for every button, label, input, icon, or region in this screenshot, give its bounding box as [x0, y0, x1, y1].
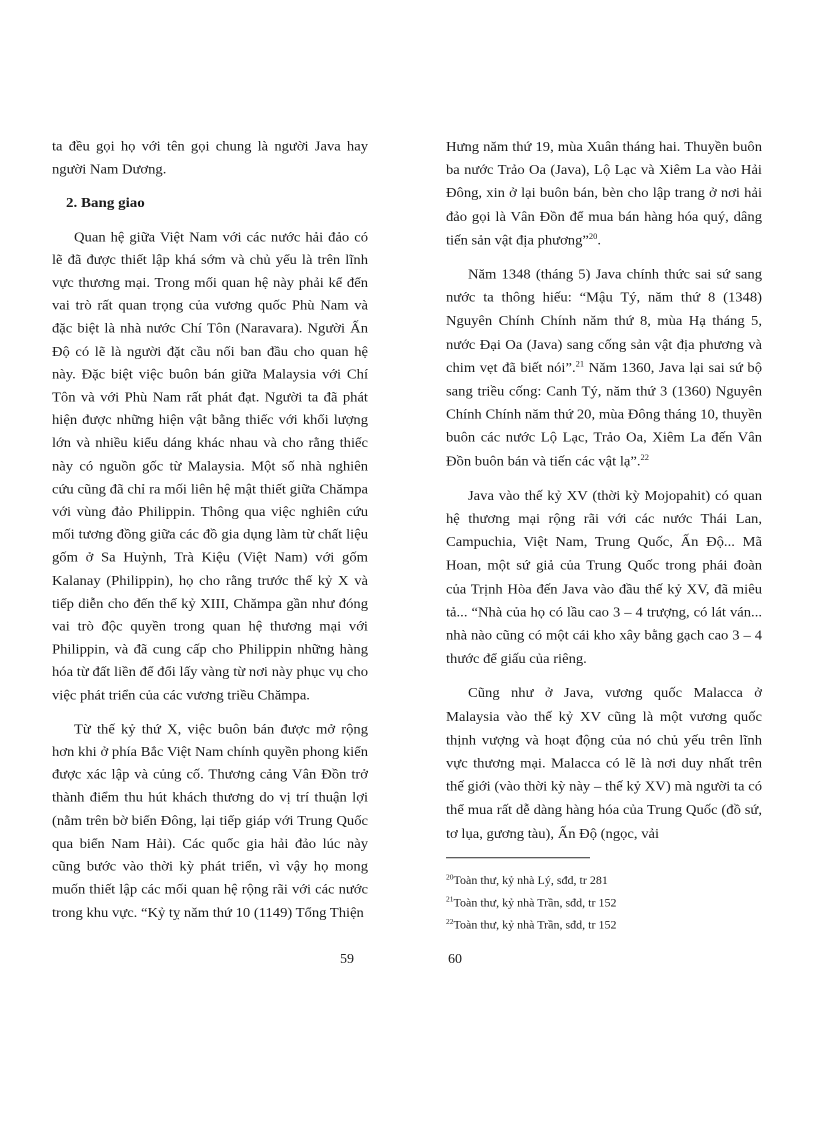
footnote-text: Toàn thư, kỷ nhà Lý, sđd, tr 281: [453, 873, 608, 887]
footnote-number: 21: [446, 895, 454, 904]
right-intro-end: .: [597, 233, 602, 248]
left-paragraph-2: Từ thế kỷ thứ X, việc buôn bán được mở rộng hơn khi ở phía Bắc Việt Nam chính quyền phong kiến được xác lập và củng cố. Thương cảng Vân Đồn trở thành điểm thu hút khách thương do vị trí thuận lợi (nằm trên bờ biển Đông, lại tiếp giáp với Trung Quốc qua biển Nam Hải). Các quốc gia hải đảo lúc này cũng bước vào thời kỳ phát triển, vì vậy họ mong muốn thiết lập các mối quan hệ rộng rãi với các nước trong khu vực. “Kỷ tỵ năm thứ 10 (1149) Tổng Thiện: [52, 722, 368, 921]
footnote-item: [446, 891, 762, 913]
footnote-number: 22: [446, 917, 454, 926]
footnote-text: Toàn thư, kỷ nhà Trần, sđd, tr 152: [453, 918, 617, 932]
left-page: [52, 136, 368, 936]
footnote-list: [446, 869, 762, 936]
right-intro-text: Hưng năm thứ 19, mùa Xuân tháng hai. Thuyền buôn ba nước Trảo Oa (Java), Lộ Lạc và Xiêm La vào Hải Đông, xin ở lại buôn bán, bèn cho lập trang ở nơi hải đảo gọi là Vân Đồn để mua bán hàng hóa quý, dâng tiến sản vật địa phương”: [446, 139, 762, 248]
left-paragraph-1: Quan hệ giữa Việt Nam với các nước hải đảo có lẽ đã được thiết lập khá sớm và chủ yếu là trên lĩnh vực thương mại. Trong mối quan hệ này phải kể đến vai trò rất quan trọng của vương quốc Phù Nam và đặc biệt là nhà nước Chí Tôn (Naravara). Người Ấn Độ có lẽ là người đặt cầu nối ban đầu cho quan hệ này. Đặc biệt việc buôn bán giữa Malaysia với Chí Tôn và với Phù Nam rất phát đạt. Người ta đã phát hiện được những hiện vật bằng thiếc với khối lượng lớn và nhiều kiểu dáng khác nhau và cho rằng thiếc này có nguồn gốc từ Malaysia. Một số nhà nghiên cứu cũng đã chỉ ra mối liên hệ mật thiết giữa Chămpa với vùng đảo Philippin. Thông qua việc nghiên cứu mối tương đồng giữa các đồ gia dụng làm từ chất liệu gốm ở Sa Huỳnh, Trà Kiệu (Việt Nam) với gốm Kalanay (Philippin), họ cho rằng trước thế kỷ X và tiếp diễn cho đến thế kỷ XIII, Chămpa gần như đóng vai trò độc quyền trong quan hệ thương mại với Philippin, và đã cung cấp cho Philippin những hàng hóa từ đất liền để đổi lấy vàng từ nơi này phục vụ cho việc phát triển của các vương triều Chămpa.: [52, 230, 368, 703]
footnote-text: Toàn thư, kỷ nhà Trần, sđd, tr 152: [453, 896, 617, 910]
footnote-number: 20: [446, 872, 454, 882]
footnote-ref-20[interactable]: 20: [588, 231, 598, 241]
right-page: [446, 136, 762, 936]
footnote-ref-22[interactable]: 22: [640, 452, 650, 462]
right-paragraph-3: Cũng như ở Java, vương quốc Malacca ở Malaysia vào thế kỷ XV cũng là một vương quốc thịnh vượng và hoạt động của nó chủ yếu trên lĩnh vực thương mại. Malacca có lẽ là nơi duy nhất trên thế giới (vào thời kỳ này – thế kỷ XV) mà người ta có thể mua rất dễ dàng hàng hóa của Trung Quốc (đồ sứ, tơ lụa, gương tàu), Ấn Độ (ngọc, vải: [446, 686, 762, 842]
section-heading: 2. Bang giao: [66, 196, 145, 211]
right-paragraph-2: Java vào thế kỷ XV (thời kỳ Mojopahit) có quan hệ thương mại rộng rãi với các nước Thái Lan, Campuchia, Việt Nam, Trung Quốc, Ấn Độ... Mã Hoan, một sứ giả của Trung Quốc trong phái đoàn của Trịnh Hòa đến Java vào đầu thế kỷ XV, đã miêu tả... “Nhà của họ có lầu cao 3 – 4 trượng, có lát ván... nhà nào cũng có một cái kho xây bằng gạch cao 3 – 4 thước để giấu của riêng.: [446, 488, 762, 667]
right-intro-paragraph: [446, 136, 762, 253]
footnote-divider: [446, 857, 590, 858]
right-paragraph-1-text-b: Năm 1360, Java lại sai sứ bộ sang triều cống: Canh Tý, năm thứ 3 (1360) Nguyên Chính Chính năm thứ 20, mùa Đông tháng 10, thuyền buôn các nước Lộ Lạc, Trảo Oa, Xiêm La đến Vân Đồn buôn bán và tiến các vật lạ”.: [446, 360, 762, 470]
right-paragraph-1-text-a: Năm 1348 (tháng 5) Java chính thức sai sứ sang nước ta thông hiếu: “Mậu Tý, năm thứ 8 (1348) Nguyên Chính Chính năm thứ 8, mùa Hạ tháng 5, nước Đại Oa (Java) sang cống sản vật địa phương và chim vẹt đã biết nói”.: [446, 267, 762, 376]
page-number-left: 59: [340, 952, 354, 967]
footnote-ref-21[interactable]: 21: [575, 359, 585, 369]
right-paragraph-1: [446, 264, 762, 474]
left-intro-paragraph: ta đều gọi họ với tên gọi chung là người Java hay người Nam Dương.: [52, 139, 368, 178]
footnote-item: [446, 914, 762, 936]
footnote-item: [446, 869, 762, 891]
page-number-right: 60: [448, 952, 462, 967]
